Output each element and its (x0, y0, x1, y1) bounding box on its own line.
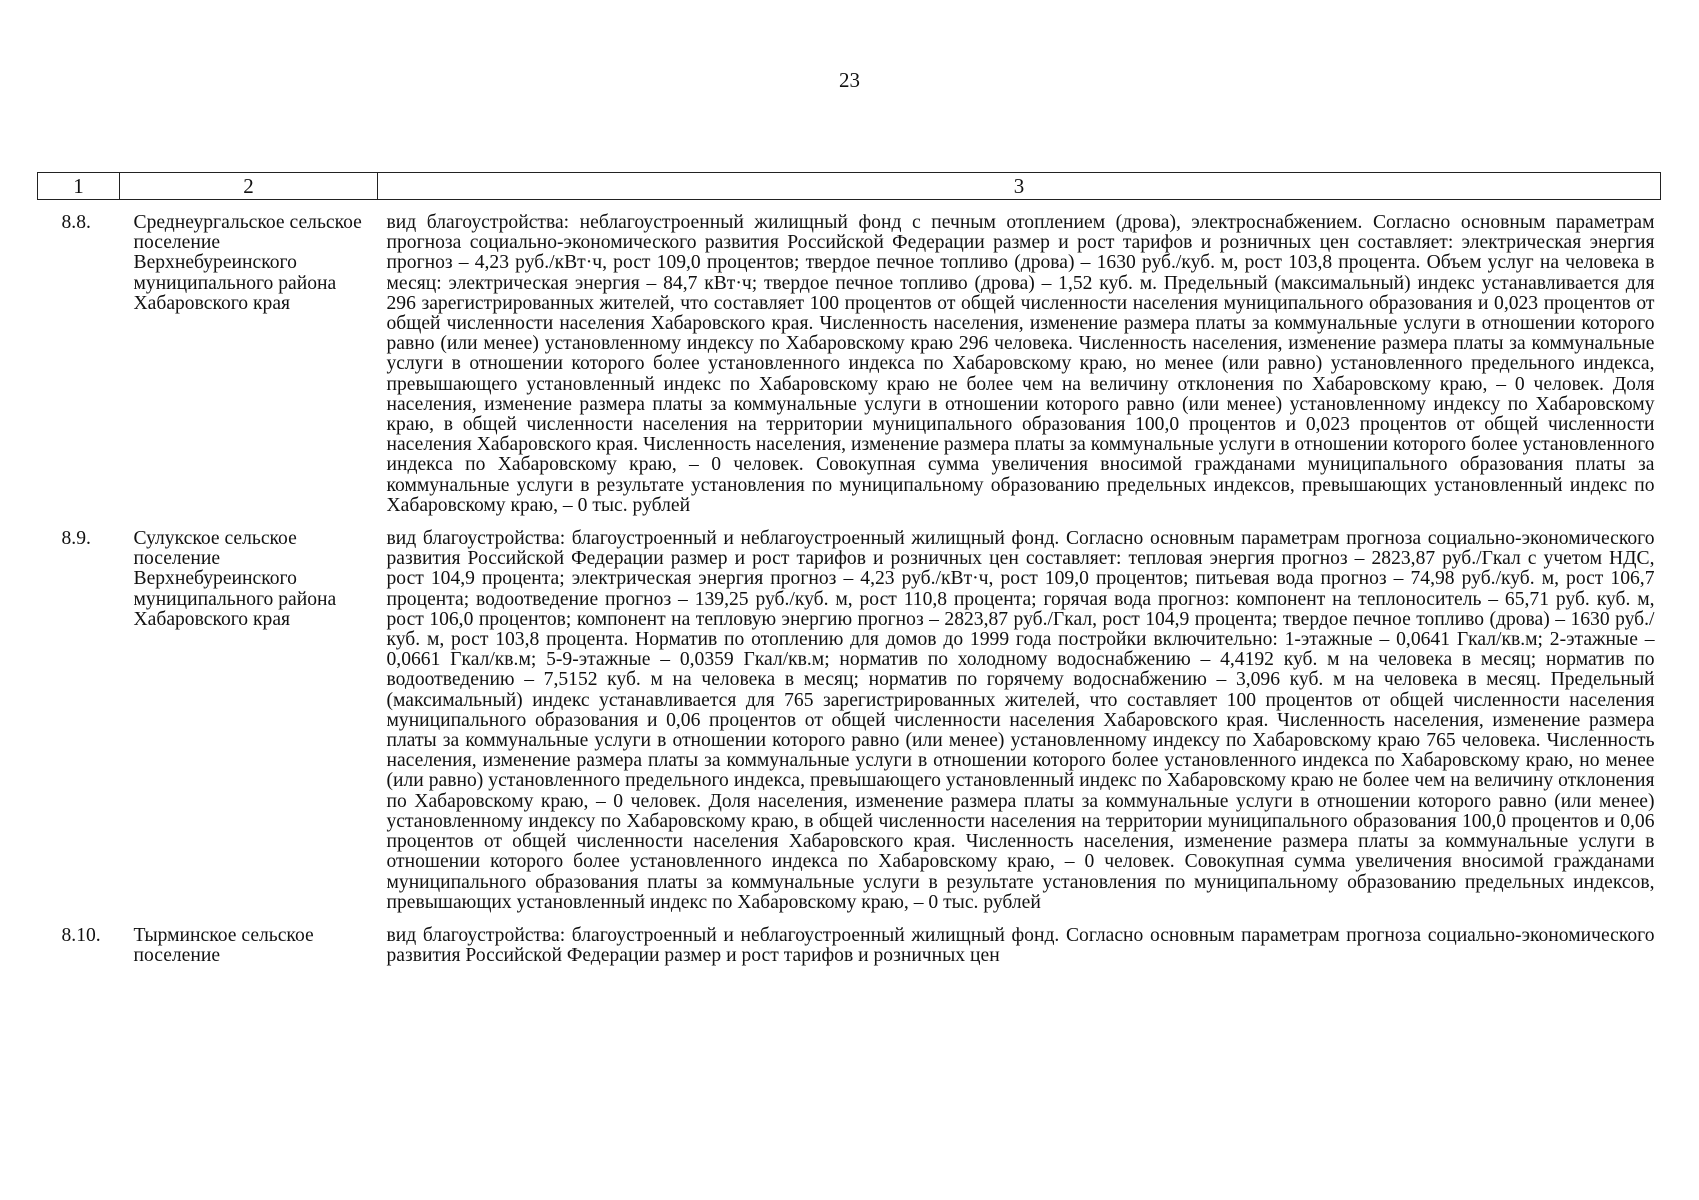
table-row (38, 200, 1661, 517)
tariff-table (37, 172, 1661, 986)
settlement-name: Тырминское сельское поселение (133, 924, 314, 967)
header-col-2: 2 (120, 173, 378, 200)
table-row (38, 516, 1661, 913)
row-number: 8.8. (61, 212, 91, 233)
settlement-name: Среднеургальское сельское поселение Верхнебуреинского муниципального района Хабаровского края (133, 212, 362, 314)
row-description: вид благоустройства: неблагоустроенный жилищный фонд с печным отоплением (дрова), электроснабжением. Согласно основным параметрам прогноза социально-экономического развития Российской Федерации размер и рост тарифов и розничных цен составляет: электрическая энергия прогноз – 4,23 руб./кВт·ч, рост 109,0 процентов; твердое печное топливо (дрова) – 1630 руб./куб. м, рост 103,8 процента. Объем услуг на человека в месяц: электрическая энергия – 84,7 кВт·ч; твердое печное топливо (дрова) – 1,52 куб. м. Предельный (максимальный) индекс устанавливается для 296 зарегистрированных жителей, что составляет 100 процентов от общей численности населения муниципального образования и 0,023 процентов от общей численности населения Хабаровского края. Численность населения, изменение размера платы за коммунальные услуги в отношении которого равно (или менее) установленному индексу по Хабаровскому краю 296 человека. Численность населения, изменение размера платы за коммунальные услуги в отношении которого более установленного индекса по Хабаровскому краю, но менее (или равно) установленного предельного индекса, превышающего установленный индекс по Хабаровскому краю не более чем на величину отклонения по Хабаровскому краю, – 0 человек. Доля населения, изменение размера платы за коммунальные услуги в отношении которого равно (или менее) установленному индексу по Хабаровскому краю, в общей численности населения на территории муниципального образования 100,0 процентов и 0,023 процентов от общей численности населения Хабаровского края. Численность населения, изменение размера платы за коммунальные услуги в отношении которого более установленного индекса по Хабаровскому краю, – 0 человек. Совокупная сумма увеличения вносимой гражданами муниципального образования платы за коммунальные услуги в результате установления по муниципальному образованию предельных индексов, превышающих установленный индекс по Хабаровскому краю, – 0 тыс. рублей (386, 212, 1655, 516)
row-number: 8.9. (61, 528, 91, 550)
header-col-3: 3 (378, 173, 1661, 200)
row-description: вид благоустройства: благоустроенный и неблагоустроенный жилищный фонд. Согласно основным параметрам прогноза социально-экономического развития Российской Федерации размер и рост тарифов и розничных цен составляет: тепловая энергия прогноз – 2823,87 руб./Гкал с учетом НДС, рост 104,9 процента; электрическая энергия прогноз – 4,23 руб./кВт·ч, рост 109,0 процентов; питьевая вода прогноз – 74,98 руб./куб. м, рост 106,7 процента; водоотведение прогноз – 139,25 руб./куб. м, рост 110,8 процента; горячая вода прогноз: компонент на теплоноситель – 65,71 руб. куб. м, рост 106,0 процентов; компонент на тепловую энергию прогноз – 2823,87 руб./Гкал, рост 104,9 процента; твердое печное топливо (дрова) – 1630 руб./куб. м, рост 103,8 процента. Норматив по отоплению для домов до 1999 года постройки включительно: 1-этажные – 0,0641 Гкал/кв.м; 2-этажные – 0,0661 Гкал/кв.м; 5-9-этажные – 0,0359 Гкал/кв.м; норматив по холодному водоснабжению – 4,4192 куб. м на человека в месяц; норматив по водоотведению – 7,5152 куб. м на человека в месяц; норматив по горячему водоснабжению – 3,096 куб. м на человека в месяц. Предельный (максимальный) индекс устанавливается для 765 зарегистрированных жителей, что составляет 100 процентов от общей численности населения муниципального образования и 0,06 процентов от общей численности населения Хабаровского края. Численность населения, изменение размера платы за коммунальные услуги в отношении которого равно (или менее) установленному индексу по Хабаровскому краю 765 человека. Численность населения, изменение размера платы за коммунальные услуги в отношении которого более установленного индекса по Хабаровскому краю, но менее (или равно) установленного предельного индекса, превышающего установленный индекс по Хабаровскому краю не более чем на величину отклонения по Хабаровскому краю, – 0 человек. Доля населения, изменение размера платы за коммунальные услуги в отношении которого равно (или менее) установленному индексу по Хабаровскому краю, в общей численности населения на территории муниципального образования 100,0 процентов и 0,06 процентов от общей численности населения Хабаровского края. Численность населения, изменение размера платы за коммунальные услуги в отношении которого более установленного индекса по Хабаровскому краю, – 0 человек. Совокупная сумма увеличения вносимой гражданами муниципального образования платы за коммунальные услуги в результате установления по муниципальному образованию предельных индексов, превышающих установленный индекс по Хабаровскому краю, – 0 тыс. рублей (386, 528, 1655, 913)
row-description: вид благоустройства: благоустроенный и неблагоустроенный жилищный фонд. Согласно основным параметрам прогноза социально-экономического развития Российской Федерации размер и рост тарифов и розничных цен (386, 924, 1655, 967)
table-row (38, 913, 1661, 986)
header-col-1: 1 (38, 173, 120, 200)
table-header-row (38, 173, 1661, 200)
page-number: 23 (839, 68, 860, 92)
settlement-name: Сулукское сельское поселение Верхнебуреинского муниципального района Хабаровского края (133, 528, 337, 630)
row-number: 8.10. (61, 924, 101, 946)
